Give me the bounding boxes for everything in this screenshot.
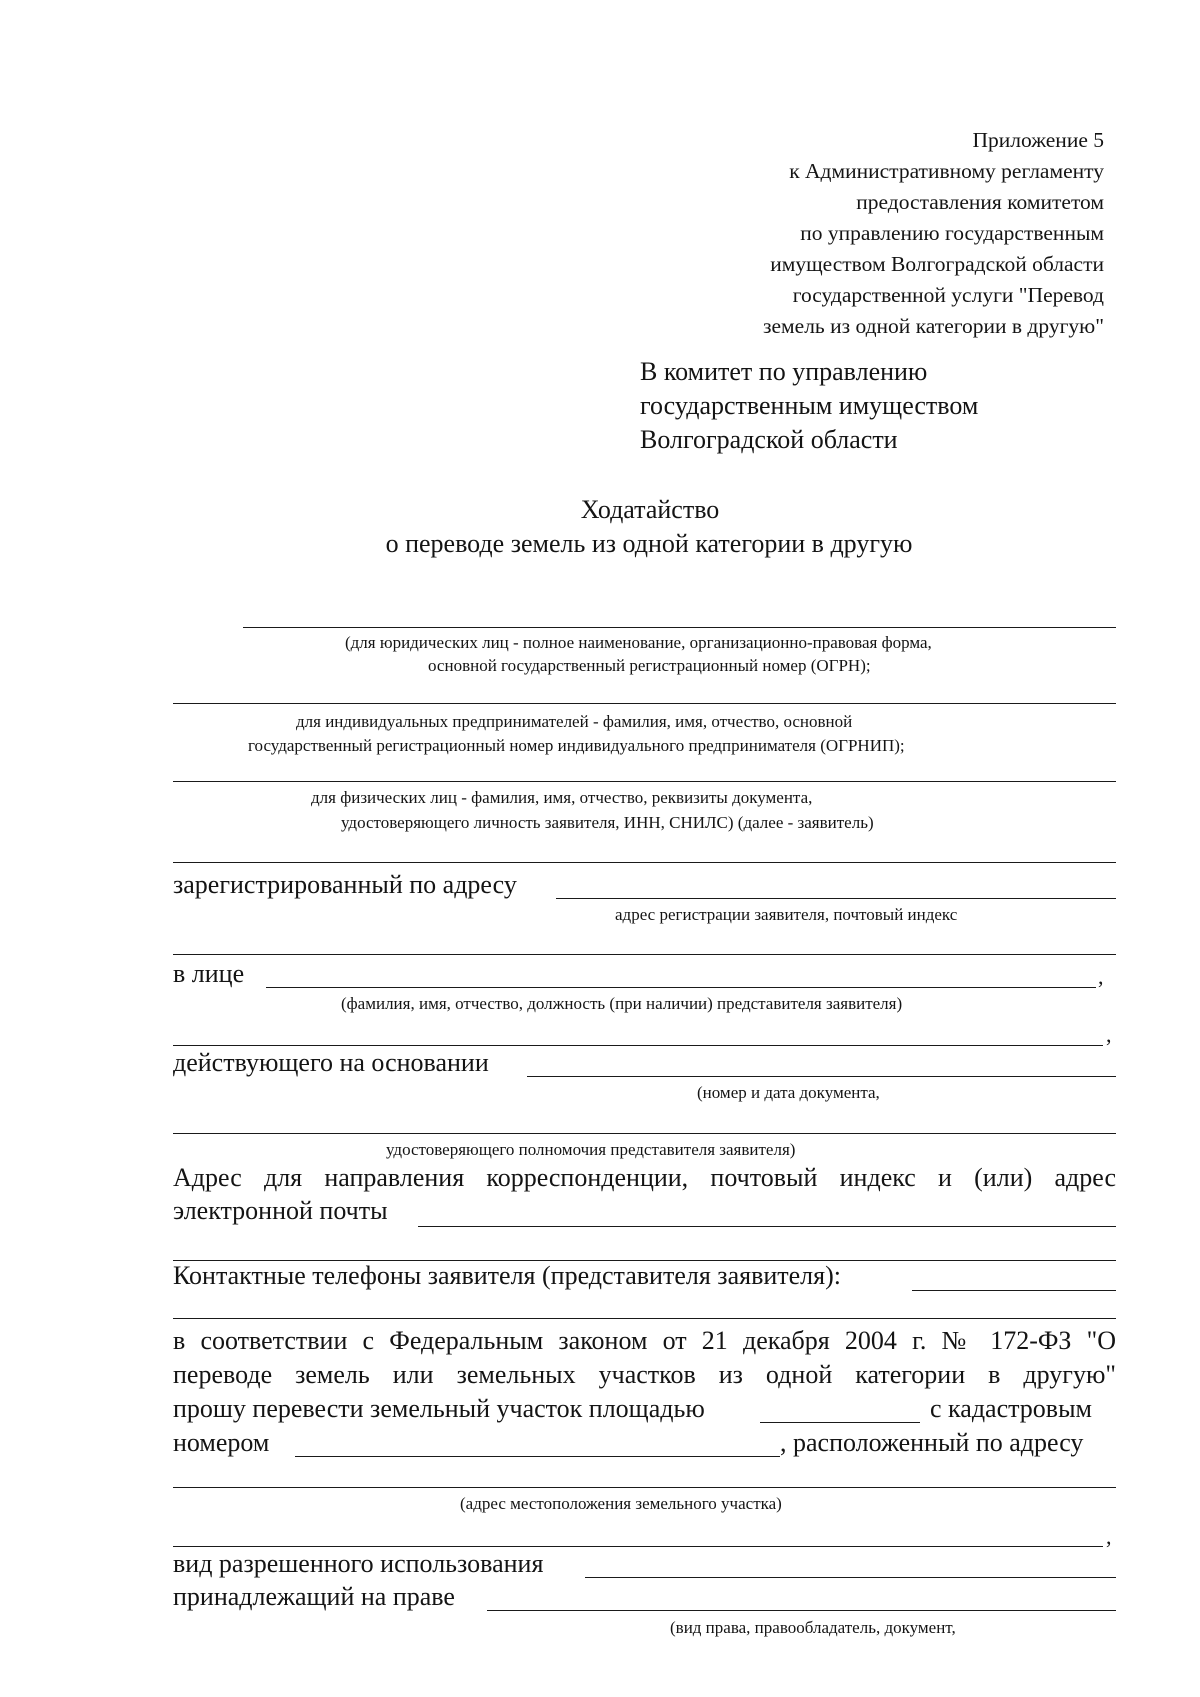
law-line-2: переводе земель или земельных участков из одной категории в другую" [173, 1360, 1116, 1389]
registered-address-line-2[interactable] [173, 954, 1116, 955]
applicant-ip-line[interactable] [173, 703, 1116, 704]
caption-right-type: (вид права, правообладатель, документ, [670, 1618, 956, 1637]
appendix-line: имуществом Волгоградской области [770, 252, 1104, 276]
appendix-line: к Административному регламенту [789, 159, 1104, 183]
addressee-line: В комитет по управлению [640, 357, 928, 386]
applicant-person-line[interactable] [173, 781, 1116, 782]
addressee-line: Волгоградской области [640, 425, 898, 454]
comma: , [1106, 1022, 1112, 1047]
appendix-line: государственной услуги "Перевод [792, 283, 1104, 307]
cadastral-number-line[interactable] [295, 1456, 780, 1457]
comma: , [1098, 964, 1104, 989]
caption-person-2: удостоверяющего личность заявителя, ИНН, СНИЛС) (далее - заявитель) [341, 813, 874, 832]
label-phones: Контактные телефоны заявителя (представителя заявителя): [173, 1261, 841, 1290]
authority-doc-line-2[interactable] [173, 1133, 1116, 1134]
label-registered: зарегистрированный по адресу [173, 870, 517, 899]
right-line[interactable] [487, 1610, 1116, 1611]
caption-legal-2: основной государственный регистрационный номер (ОГРН); [428, 656, 871, 675]
label-acting: действующего на основании [173, 1048, 489, 1077]
law-line-3a: прошу перевести земельный участок площадью [173, 1394, 705, 1423]
label-permitted-use: вид разрешенного использования [173, 1549, 544, 1578]
law-line-3b: с кадастровым [930, 1394, 1093, 1423]
caption-representative: (фамилия, имя, отчество, должность (при наличии) представителя заявителя) [341, 994, 903, 1013]
appendix-line: земель из одной категории в другую" [763, 314, 1104, 338]
addressee-block [640, 355, 978, 457]
applicant-name-line[interactable] [243, 627, 1116, 628]
appendix-line: предоставления комитетом [856, 190, 1104, 214]
caption-ip-2: государственный регистрационный номер индивидуального предпринимателя (ОГРНИП); [248, 736, 905, 755]
label-in-person: в лице [173, 959, 245, 988]
caption-ip-1: для индивидуальных предпринимателей - фамилия, имя, отчество, основной [296, 712, 853, 731]
plot-address-line[interactable] [173, 1487, 1116, 1488]
law-line-4a: номером [173, 1428, 270, 1457]
appendix-line: Приложение 5 [972, 128, 1104, 152]
caption-reg-address: адрес регистрации заявителя, почтовый индекс [615, 905, 958, 924]
title-main: Ходатайство [580, 495, 720, 524]
caption-doc-2: удостоверяющего полномочия представителя заявителя) [386, 1140, 796, 1159]
representative-line[interactable] [266, 987, 1096, 988]
permitted-use-line[interactable] [585, 1577, 1116, 1578]
label-belongs: принадлежащий на праве [173, 1582, 455, 1611]
caption-doc-1: (номер и дата документа, [697, 1083, 880, 1102]
caption-plot-address: (адрес местоположения земельного участка) [460, 1494, 782, 1513]
registered-address-line[interactable] [556, 898, 1116, 899]
comma: , [1106, 1524, 1112, 1549]
law-line-4b: , расположенный по адресу [780, 1428, 1084, 1457]
area-line[interactable] [760, 1422, 920, 1423]
appendix-line: по управлению государственным [800, 221, 1104, 245]
addressee-line: государственным имуществом [640, 391, 979, 420]
caption-legal-1: (для юридических лиц - полное наименование, организационно-правовая форма, [345, 633, 932, 652]
authority-doc-line[interactable] [527, 1076, 1116, 1077]
appendix-header [604, 125, 1104, 342]
title-sub: о переводе земель из одной категории в другую [385, 529, 913, 558]
document-title [0, 493, 1200, 561]
applicant-extra-line[interactable] [173, 862, 1116, 863]
email-line[interactable] [418, 1226, 1116, 1227]
label-corr-2: электронной почты [173, 1196, 388, 1225]
law-line-1: в соответствии с Федеральным законом от 21 декабря 2004 г. № 172-ФЗ "О [173, 1326, 1116, 1355]
phone-line-2[interactable] [173, 1318, 1116, 1319]
caption-person-1: для физических лиц - фамилия, имя, отчество, реквизиты документа, [311, 788, 813, 807]
label-corr-1: Адрес для направления корреспонденции, почтовый индекс и (или) адрес [173, 1163, 1116, 1192]
phone-line[interactable] [912, 1290, 1116, 1291]
